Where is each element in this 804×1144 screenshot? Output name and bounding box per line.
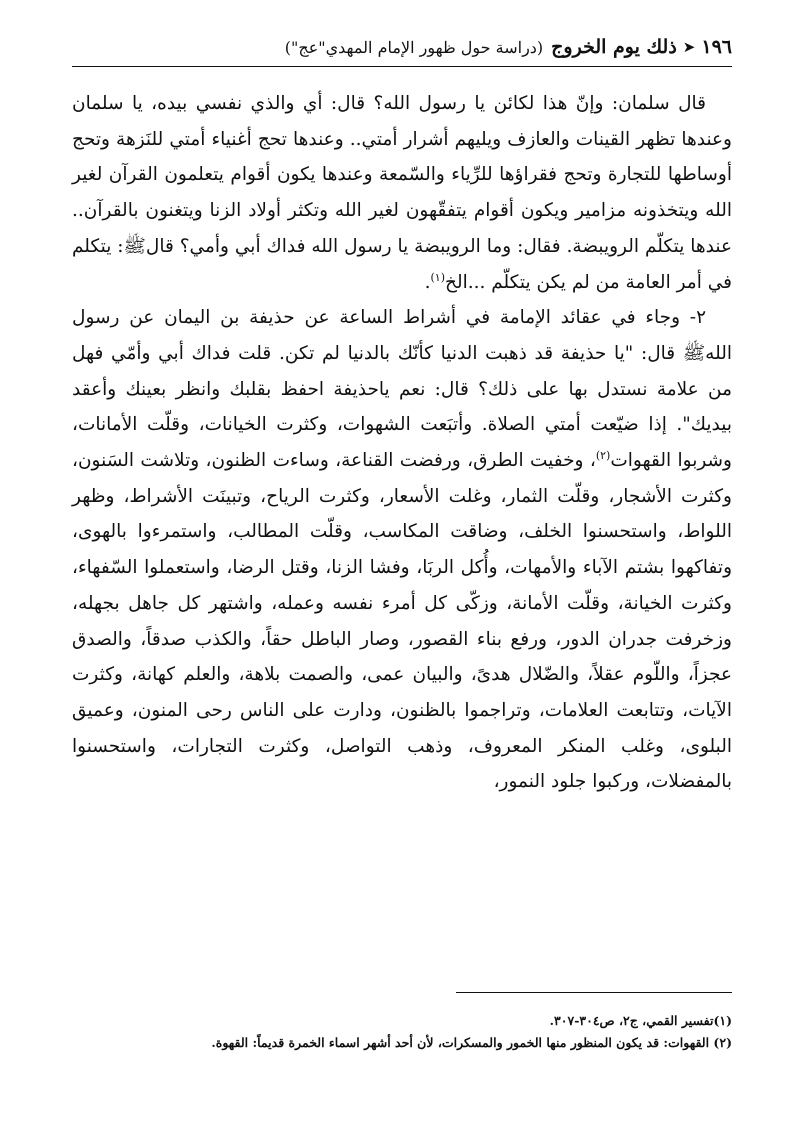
main-text bbox=[72, 86, 732, 800]
header-divider bbox=[72, 66, 732, 67]
paragraph-1 bbox=[72, 86, 732, 300]
paragraph-2-text-a: ٢- وجاء في عقائد الإمامة في أشراط الساعة عن حذيفة بن اليمان عن رسول اللهﷺ قال: "يا حذيفة قد ذهبت الدنيا كأنّك بالدنيا لم تكن. قلت فداك أبي وأمّي فهل من علامة نستدل بها على ذلك؟ قال: نعم ياحذيفة احفظ بقلبك وانظر بعينك وأعقد بيديك". إذا ضيّعت أمتي الصلاة. وأتبَعت الشهوات، وكثرت الخيانات، وقلّت الأمانات، وشربوا القهوات bbox=[72, 307, 732, 472]
book-title: ذلك يوم الخروج bbox=[551, 36, 677, 58]
footnote-1: (١)تفسير القمي، ج٢، ص٣٠٤-٣٠٧. bbox=[549, 1013, 732, 1028]
paragraph-1-end: . bbox=[424, 271, 431, 293]
footnotes bbox=[72, 1010, 732, 1054]
page-number: ١٩٦ bbox=[701, 36, 732, 58]
running-header bbox=[72, 32, 732, 62]
book-subtitle: (دراسة حول ظهور الإمام المهدي"عج") bbox=[284, 37, 544, 57]
paragraph-1-text: قال سلمان: وإنّ هذا لكائن يا رسول الله؟ قال: أي والذي نفسي بيده، يا سلمان وعندها تظهر القينات والعازف ويليهم أشرار أمتي.. وعندها تحج أغنياء أمتي للنَزهة وتحج أوساطها للتجارة وتحج فقراؤها للرِّياء والسّمعة وعندها يكون أقوام يتعلمون القرآن لغير الله ويتخذونه مزامير ويكون أقوام يتفقّهون لغير الله وتكثر أولاد الزنا ويتغنون بالقرآن.. عندها يتكلّم الرويبضة. فقال: وما الرويبضة يا رسول الله فداك أبي وأمي؟ قالﷺ: يتكلم في أمر العامة من لم يكن يتكلّم ...الخ bbox=[72, 93, 732, 293]
footnote-ref-1[interactable]: (١) bbox=[430, 270, 445, 284]
footnote-2: (٢) القهوات: قد يكون المنظور منها الخمور والمسكرات، لأن أحد أشهر اسماء الخمرة قديماً: القهوة. bbox=[211, 1035, 732, 1050]
footnote-divider bbox=[456, 992, 732, 993]
footnote-ref-2[interactable]: (٢) bbox=[595, 448, 611, 462]
paragraph-2 bbox=[72, 300, 732, 800]
arrow-icon: ➤ bbox=[682, 38, 696, 56]
paragraph-2-text-b: ، وخفيت الطرق، ورفضت القناعة، وساءت الظنون، وتلاشت السَنون، وكثرت الأشجار، وقلّت الثمار، وغلت الأسعار، وكثرت الرياح، وتبينَت الأشراط، وظهر اللواط، واستحسنوا الخلف، وضاقت المكاسب، وقلّت المطالب، واستمرءوا بالهوى، وتفاكهوا بشتم الآباء والأمهات، وأُكل الربَا، وفشا الزنا، وقتل الرضا، واستعملوا السّفهاء، وكثرت الخيانة، وقلّت الأمانة، وزكّى كل أمرء نفسه وعمله، واشتهر كل جاهل بجهله، وزخرفت جدران الدور، ورفع بناء القصور، وصار الباطل حقاً، والكذب صدقاً، والصدق عجزاً، واللّوم عقلاً، والضّلال هدىً، والبيان عمى، والصمت بلاهة، والعلم كهانة، وكثرت الآيات، وتتابعت العلامات، وتراجموا بالظنون، ودارت على الناس رحى المنون، وعميق البلوى، وغلب المنكر المعروف، وذهب التواصل، وكثرت التجارات، واستحسنوا بالمفضلات، وركبوا جلود النمور، bbox=[72, 450, 732, 793]
